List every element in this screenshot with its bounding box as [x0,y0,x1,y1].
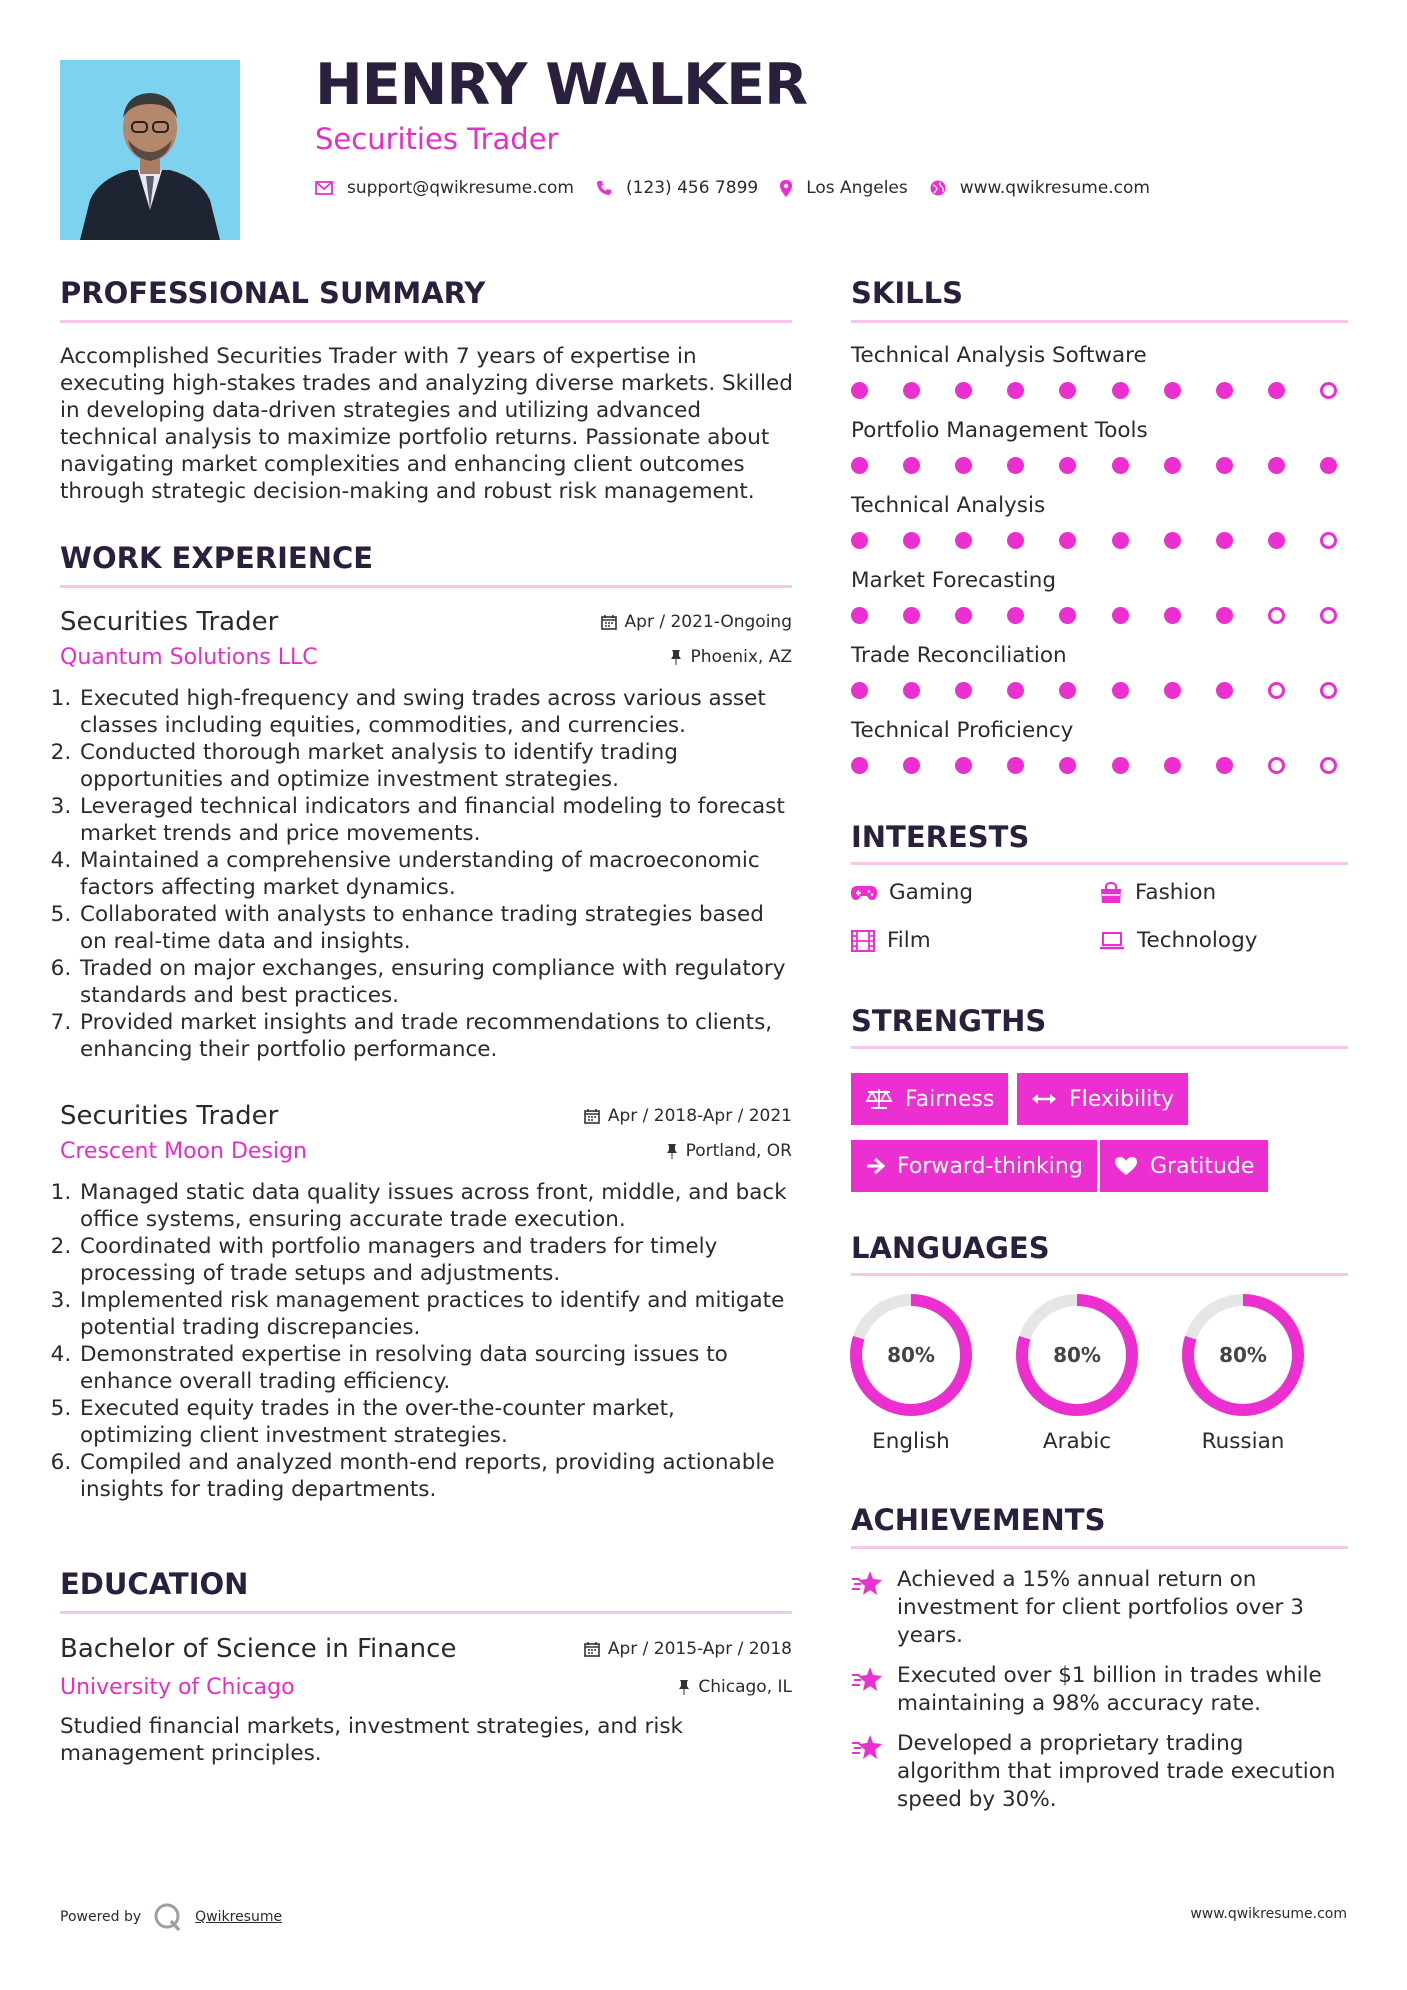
summary-rule [60,320,792,323]
skill-label: Market Forecasting [851,568,1056,593]
rating-dot-empty [1320,682,1337,699]
calendar-icon [601,614,617,630]
skills-rule [851,320,1348,323]
pushpin-icon [678,1679,690,1695]
rating-dot-filled [1007,757,1024,774]
language-ring [1015,1293,1139,1417]
skill-item [851,490,1348,565]
duty-item: 4. Maintained a comprehensive understanding of macroeconomic factors affecting market dynamics. [78,847,792,901]
duty-item: 5. Collaborated with analysts to enhance trading strategies based on real-time data and insights. [78,901,792,955]
education-description: Studied financial markets, investment strategies, and risk management principles. [60,1714,683,1766]
footer-url[interactable]: www.qwikresume.com [1190,1906,1347,1922]
languages-heading: LANGUAGES [851,1231,1050,1265]
rating-dot-filled [1216,382,1233,399]
rating-dot-empty [1320,607,1337,624]
rating-dot-filled [1059,532,1076,549]
rating-dot-filled [955,457,972,474]
rating-dot-filled [1164,382,1181,399]
rating-dot-filled [903,682,920,699]
rating-dot-empty [1320,757,1337,774]
achievement-text: Developed a proprietary trading algorithm that improved trade execution speed by 30%. [897,1731,1336,1812]
contact-email[interactable] [315,178,574,198]
education-location [678,1677,792,1697]
pushpin-icon [670,649,682,665]
envelope-icon [315,181,333,195]
education-dates-text: Apr / 2015-Apr / 2018 [607,1639,792,1659]
language-name: Arabic [1042,1429,1112,1454]
interest-gaming [851,880,973,905]
star-icon [851,1570,883,1596]
rating-dot-empty [1320,532,1337,549]
rating-dot-filled [1112,682,1129,699]
job-duties [60,1179,792,1503]
job-entry-2 [60,1099,792,1503]
person-portrait-icon [60,60,240,240]
achievement-item [851,1730,1351,1814]
skill-item [851,415,1348,490]
rating-dot-filled [1216,457,1233,474]
duty-item: 4. Demonstrated expertise in resolving data sourcing issues to enhance overall trading efficiency. [78,1341,792,1395]
rating-dot-filled [955,757,972,774]
job-duties [60,685,792,1063]
skills-heading: SKILLS [851,276,963,310]
rating-dot-filled [851,457,868,474]
strength-label: Gratitude [1150,1153,1255,1179]
star-icon [851,1734,883,1760]
experience-rule [60,585,792,588]
footer-powered-by [60,1902,282,1932]
summary-text: Accomplished Securities Trader with 7 years of expertise in executing high-stakes trades and analyzing diverse markets. Skilled in developing data-driven strategies and utilizing advanced technical analysis to maximize portfolio returns. Passionate about navigating market complexities and enhancing client outcomes through strategic decision-making and robust risk management. [60,344,793,504]
interest-film [851,928,931,953]
gamepad-icon [851,885,877,901]
rating-dot-filled [955,682,972,699]
rating-dot-filled [1112,607,1129,624]
skill-item [851,340,1348,415]
contact-website[interactable] [930,178,1150,198]
rating-dot-filled [1059,757,1076,774]
rating-dot-empty [1268,757,1285,774]
achievement-item [851,1566,1351,1650]
rating-dot-filled [903,382,920,399]
powered-by-text: Powered by [60,1909,142,1925]
interest-label: Film [887,928,931,953]
rating-dot-empty [1268,607,1285,624]
interests-rule [851,862,1348,865]
rating-dot-filled [851,532,868,549]
achievement-text: Executed over $1 billion in trades while maintaining a 98% accuracy rate. [897,1663,1322,1716]
strength-tag-flexibility [1017,1073,1188,1125]
skill-rating [851,607,1337,624]
rating-dot-filled [1216,532,1233,549]
skill-rating [851,757,1337,774]
calendar-icon [584,1641,600,1657]
rating-dot-filled [1268,382,1285,399]
job-entry-1 [60,605,792,1063]
rating-dot-empty [1320,382,1337,399]
education-rule [60,1611,792,1614]
arrow-right-icon [865,1157,885,1175]
education-location-text: Chicago, IL [698,1677,792,1697]
scales-icon [865,1087,893,1111]
rating-dot-filled [851,382,868,399]
map-pin-icon [780,180,792,197]
job-title: Securities Trader [60,1101,279,1131]
shopping-bag-icon [1099,882,1123,904]
language-name: Russian [1201,1429,1285,1454]
duty-item: 1. Executed high-frequency and swing trades across various asset classes including equities, commodities, and currencies. [78,685,792,739]
job-dates-text: Apr / 2021-Ongoing [624,612,792,632]
rating-dot-filled [1112,532,1129,549]
skill-rating [851,382,1337,399]
rating-dot-filled [1216,682,1233,699]
film-icon [851,930,875,952]
rating-dot-filled [851,757,868,774]
skill-rating [851,682,1337,699]
duty-item: 3. Implemented risk management practices to identify and mitigate potential trading discrepancies. [78,1287,792,1341]
achievement-text: Achieved a 15% annual return on investment for client portfolios over 3 years. [897,1567,1304,1648]
laptop-icon [1099,932,1125,950]
job-location-text: Portland, OR [685,1141,792,1161]
strength-tag-forward-thinking [851,1140,1097,1192]
achievements-heading: ACHIEVEMENTS [851,1503,1106,1537]
rating-dot-filled [1164,757,1181,774]
duty-item: 7. Provided market insights and trade recommendations to clients, enhancing their portfolio performance. [78,1009,792,1063]
language-ring [849,1293,973,1417]
strength-tag-gratitude [1100,1140,1268,1192]
rating-dot-filled [1112,382,1129,399]
interest-fashion [1099,880,1216,905]
degree-title: Bachelor of Science in Finance [60,1634,457,1664]
rating-dot-filled [1007,607,1024,624]
rating-dot-filled [1164,532,1181,549]
rating-dot-filled [903,607,920,624]
job-dates [584,1106,792,1126]
calendar-icon [584,1108,600,1124]
job-location [670,647,792,667]
rating-dot-filled [1112,757,1129,774]
rating-dot-filled [955,382,972,399]
rating-dot-filled [1059,382,1076,399]
skill-label: Trade Reconciliation [851,643,1067,668]
job-location [666,1141,792,1161]
experience-heading: WORK EXPERIENCE [60,541,374,575]
duty-item: 5. Executed equity trades in the over-the-counter market, optimizing client investment strategies. [78,1395,792,1449]
phone-icon [596,180,612,196]
education-heading: EDUCATION [60,1567,249,1601]
arrows-horizontal-icon [1031,1092,1057,1106]
globe-icon [930,180,946,196]
star-icon [851,1666,883,1692]
rating-dot-filled [1216,757,1233,774]
heart-icon [1114,1156,1138,1176]
pushpin-icon [666,1143,678,1159]
interest-technology [1099,928,1257,953]
rating-dot-filled [1268,457,1285,474]
rating-dot-filled [903,457,920,474]
interest-label: Technology [1137,928,1258,953]
phone-text: (123) 456 7899 [625,178,759,198]
summary-heading: PROFESSIONAL SUMMARY [60,276,486,310]
language-percent: 80% [887,1343,935,1367]
skill-rating [851,457,1337,474]
language-percent: 80% [1053,1343,1101,1367]
rating-dot-filled [851,682,868,699]
skill-label: Portfolio Management Tools [851,418,1148,443]
language-name: English [872,1429,950,1454]
candidate-title: Securities Trader [315,122,559,156]
languages-rule [851,1273,1348,1276]
job-title: Securities Trader [60,607,279,637]
rating-dot-filled [1164,607,1181,624]
language-item-arabic [1015,1293,1139,1454]
email-text: support@qwikresume.com [347,178,574,198]
skill-item [851,715,1348,790]
strength-label: Forward-thinking [897,1153,1083,1179]
website-text: www.qwikresume.com [959,178,1150,198]
rating-dot-filled [903,532,920,549]
skill-label: Technical Analysis [851,493,1046,518]
company-name: Quantum Solutions LLC [60,644,318,670]
skill-label: Technical Proficiency [851,718,1074,743]
rating-dot-filled [1059,607,1076,624]
profile-photo [60,60,240,240]
strengths-rule [851,1046,1348,1049]
school-name: University of Chicago [60,1674,295,1700]
qwikresume-link[interactable]: Qwikresume [195,1909,283,1925]
contact-phone[interactable] [596,178,758,198]
job-location-text: Phoenix, AZ [690,647,792,667]
rating-dot-filled [1007,682,1024,699]
duty-item: 2. Coordinated with portfolio managers and traders for timely processing of trade setups and adjustments. [78,1233,792,1287]
strengths-heading: STRENGTHS [851,1004,1047,1038]
rating-dot-filled [1112,457,1129,474]
skill-item [851,565,1348,640]
language-ring [1181,1293,1305,1417]
duty-item: 3. Leveraged technical indicators and financial modeling to forecast market trends and price movements. [78,793,792,847]
achievement-item [851,1662,1351,1718]
skills-list [851,340,1348,790]
job-dates-text: Apr / 2018-Apr / 2021 [607,1106,792,1126]
achievements-rule [851,1546,1348,1549]
rating-dot-filled [1059,457,1076,474]
strength-label: Flexibility [1069,1086,1174,1112]
language-item-english [849,1293,973,1454]
rating-dot-empty [1268,682,1285,699]
company-name: Crescent Moon Design [60,1138,307,1164]
qwikresume-logo-icon [153,1902,183,1932]
interests-heading: INTERESTS [851,820,1030,854]
rating-dot-filled [955,607,972,624]
rating-dot-filled [1320,457,1337,474]
rating-dot-filled [851,607,868,624]
rating-dot-filled [1007,457,1024,474]
language-percent: 80% [1219,1343,1267,1367]
rating-dot-filled [955,532,972,549]
contact-location [780,178,908,198]
candidate-name: HENRY WALKER [315,52,807,118]
interest-label: Gaming [889,880,974,905]
strength-label: Fairness [905,1086,995,1112]
duty-item: 6. Compiled and analyzed month-end reports, providing actionable insights for trading departments. [78,1449,792,1503]
skill-label: Technical Analysis Software [851,343,1147,368]
contact-bar [315,178,1162,198]
achievements-list [851,1566,1351,1814]
strength-tag-fairness [851,1073,1008,1125]
rating-dot-filled [1007,382,1024,399]
rating-dot-filled [1007,532,1024,549]
location-text: Los Angeles [806,178,908,198]
rating-dot-filled [1164,457,1181,474]
education-entry [60,1631,792,1767]
duty-item: 2. Conducted thorough market analysis to identify trading opportunities and optimize investment strategies. [78,739,792,793]
language-item-russian [1181,1293,1305,1454]
rating-dot-filled [1059,682,1076,699]
job-dates [601,612,792,632]
rating-dot-filled [903,757,920,774]
education-dates [584,1639,792,1659]
skill-item [851,640,1348,715]
duty-item: 1. Managed static data quality issues across front, middle, and back office systems, ensuring accurate trade execution. [78,1179,792,1233]
rating-dot-filled [1216,607,1233,624]
duty-item: 6. Traded on major exchanges, ensuring compliance with regulatory standards and best practices. [78,955,792,1009]
rating-dot-filled [1164,682,1181,699]
rating-dot-filled [1268,532,1285,549]
interest-label: Fashion [1135,880,1217,905]
skill-rating [851,532,1337,549]
